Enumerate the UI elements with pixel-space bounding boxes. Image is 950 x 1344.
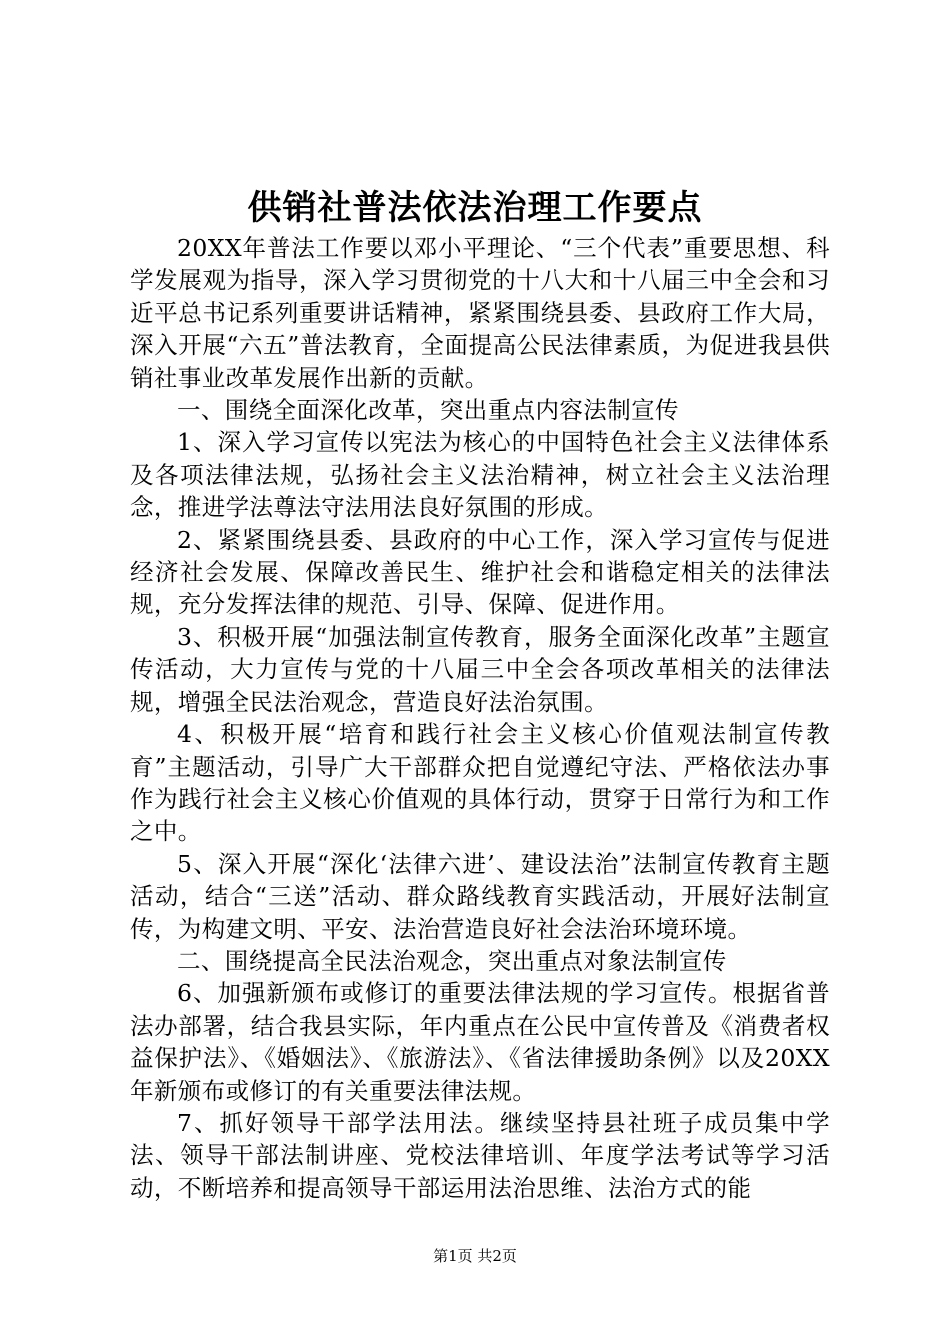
paragraph-item-3: 3、积极开展“加强法制宣传教育，服务全面深化改革”主题宣传活动，大力宣传与党的十八届三中全会各项改革相关的法律法规，增强全民法治观念，营造良好法治氛围。 bbox=[130, 622, 830, 716]
paragraph-item-7: 7、抓好领导干部学法用法。继续坚持县社班子成员集中学法、领导干部法制讲座、党校法律培训、年度学法考试等学习活动，不断培养和提高领导干部运用法治思维、法治方式的能 bbox=[130, 1108, 830, 1202]
paragraph-item-6: 6、加强新颁布或修订的重要法律法规的学习宣传。根据省普法办部署，结合我县实际，年内重点在公民中宣传普及《消费者权益保护法》、《婚姻法》、《旅游法》、《省法律援助条例》以及20XX年新颁布或修订的有关重要法律法规。 bbox=[130, 979, 830, 1105]
paragraph-item-4: 4、积极开展“培育和践行社会主义核心价值观法制宣传教育”主题活动，引导广大干部群众把自觉遵纪守法、严格依法办事作为践行社会主义核心价值观的具体行动，贯穿于日常行为和工作之中。 bbox=[130, 720, 830, 846]
paragraph-item-2: 2、紧紧围绕县委、县政府的中心工作，深入学习宣传与促进经济社会发展、保障改善民生、维护社会和谐稳定相关的法律法规，充分发挥法律的规范、引导、保障、促进作用。 bbox=[130, 525, 830, 619]
paragraph-item-5: 5、深入开展“深化‘法律六进’、建设法治”法制宣传教育主题活动，结合“三送”活动、群众路线教育实践活动，开展好法制宣传，为构建文明、平安、法治营造良好社会法治环境环境。 bbox=[130, 849, 830, 943]
document-body bbox=[130, 232, 830, 1204]
page-number-footer: 第1页 共2页 bbox=[433, 1247, 517, 1265]
section-heading-2: 二、围绕提高全民法治观念，突出重点对象法制宣传 bbox=[177, 946, 727, 975]
document-title: 供销社普法依法治理工作要点 bbox=[247, 188, 703, 228]
section-heading-1: 一、围绕全面深化改革，突出重点内容法制宣传 bbox=[177, 396, 679, 425]
paragraph-item-1: 1、深入学习宣传以宪法为核心的中国特色社会主义法律体系及各项法律法规，弘扬社会主义法治精神，树立社会主义法治理念，推进学法尊法守法用法良好氛围的形成。 bbox=[130, 428, 830, 522]
paragraph-intro: 20XX年普法工作要以邓小平理论、“三个代表”重要思想、科学发展观为指导，深入学习贯彻党的十八大和十八届三中全会和习近平总书记系列重要讲话精神，紧紧围绕县委、县政府工作大局，深入开展“六五”普法教育，全面提高公民法律素质，为促进我县供销社事业改革发展作出新的贡献。 bbox=[130, 234, 830, 392]
